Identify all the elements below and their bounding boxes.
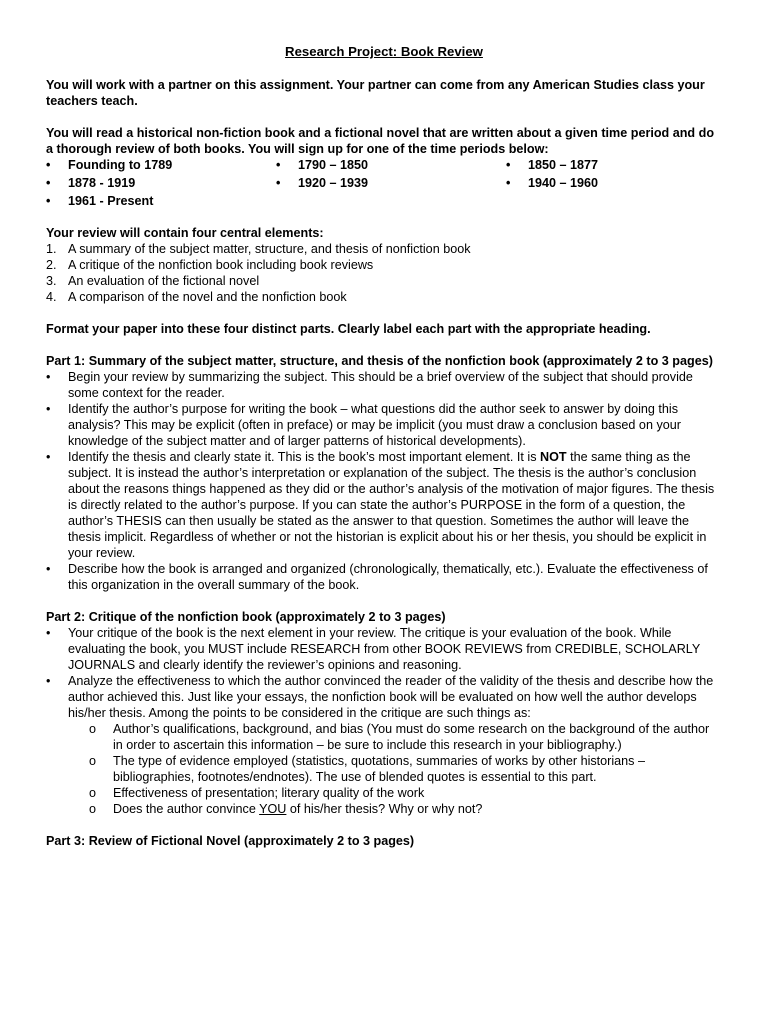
list-text: Identify the author’s purpose for writing the book – what questions did the author seek to answer by doing this analysis? This may be explicit (often in preface) or may be implicit (you must draw a conclusion based on your knowledge of the subject matter and of larger patterns of historical developments). xyxy=(68,402,681,448)
list-item xyxy=(46,401,722,449)
circle-bullet-icon: o xyxy=(89,786,97,800)
period-item xyxy=(506,157,722,173)
text-run: Identify the thesis and clearly state it. This is the book’s most important element. It is xyxy=(68,450,541,464)
list-text: Your critique of the book is the next element in your review. The critique is your evaluation of the book. While evaluating the book, you MUST include RESEARCH from other BOOK REVIEWS from CREDIBLE, SCHOLARLY JOURNALS and clearly identify the reviewer’s opinions and reasoning. xyxy=(68,626,701,672)
list-item xyxy=(46,273,722,289)
list-item xyxy=(46,369,722,401)
reading-paragraph: You will read a historical non-fiction book and a fictional novel that are written about a given time period and do a thorough review of both books. You will sign up for one of the time periods below: xyxy=(46,126,715,156)
list-item xyxy=(46,561,722,593)
period-item xyxy=(46,175,276,191)
list-number: 4. xyxy=(46,290,57,304)
list-item xyxy=(46,673,722,721)
text-run: Does the author convince xyxy=(113,802,260,816)
page-title: Research Project: Book Review xyxy=(285,44,483,59)
period-label: 1940 – 1960 xyxy=(528,176,599,190)
sublist-item xyxy=(89,721,722,753)
list-text: Describe how the book is arranged and organized (chronologically, thematically, etc.). Evaluate the effectiveness of this organization in the overall summary of the book. xyxy=(68,562,708,592)
sublist-item xyxy=(89,753,722,785)
period-label: 1790 – 1850 xyxy=(298,158,369,172)
period-label: 1961 - Present xyxy=(68,194,154,208)
period-item xyxy=(46,157,276,173)
circle-bullet-icon: o xyxy=(89,754,97,768)
list-text: A comparison of the novel and the nonfiction book xyxy=(68,290,347,304)
bullet-icon: • xyxy=(46,450,51,464)
list-item xyxy=(46,257,722,273)
bullet-icon: • xyxy=(46,674,51,688)
list-number: 3. xyxy=(46,274,57,288)
list-item xyxy=(46,625,722,673)
list-number: 2. xyxy=(46,258,57,272)
part1-list xyxy=(46,369,722,593)
part1-heading: Part 1: Summary of the subject matter, structure, and thesis of the nonfiction book (approximately 2 to 3 pages) xyxy=(46,354,713,368)
list-item xyxy=(46,449,722,561)
period-label: 1920 – 1939 xyxy=(298,176,369,190)
list-text: A critique of the nonfiction book including book reviews xyxy=(68,258,374,272)
list-text: An evaluation of the fictional novel xyxy=(68,274,260,288)
sublist-item xyxy=(89,801,722,817)
elements-list xyxy=(46,241,722,305)
period-label: Founding to 1789 xyxy=(68,158,173,172)
bullet-icon: • xyxy=(46,370,51,384)
time-periods-list xyxy=(46,157,722,209)
period-item xyxy=(506,175,722,191)
text-run: of his/her thesis? Why or why not? xyxy=(286,802,483,816)
list-item xyxy=(46,241,722,257)
bullet-icon: • xyxy=(506,176,511,190)
bullet-icon: • xyxy=(46,158,51,172)
elements-heading: Your review will contain four central elements: xyxy=(46,226,324,240)
period-label: 1850 – 1877 xyxy=(528,158,599,172)
circle-bullet-icon: o xyxy=(89,802,97,816)
period-label: 1878 - 1919 xyxy=(68,176,136,190)
list-item xyxy=(46,289,722,305)
bullet-icon: • xyxy=(46,402,51,416)
format-note: Format your paper into these four distinct parts. Clearly label each part with the appropriate heading. xyxy=(46,322,651,336)
bullet-icon: • xyxy=(276,176,281,190)
bullet-icon: • xyxy=(46,626,51,640)
list-text: A summary of the subject matter, structure, and thesis of nonfiction book xyxy=(68,242,471,256)
bullet-icon: • xyxy=(276,158,281,172)
bullet-icon: • xyxy=(46,194,51,208)
period-item xyxy=(276,175,506,191)
list-text: Author’s qualifications, background, and bias (You must do some research on the background of the author in order to ascertain this information – be sure to include this research in your bibliography.) xyxy=(113,722,710,752)
part2-heading: Part 2: Critique of the nonfiction book (approximately 2 to 3 pages) xyxy=(46,610,446,624)
list-text xyxy=(113,801,482,817)
document-page xyxy=(46,44,722,849)
intro-paragraph: You will work with a partner on this assignment. Your partner can come from any American Studies class your teachers teach. xyxy=(46,78,705,108)
part3-heading: Part 3: Review of Fictional Novel (approximately 2 to 3 pages) xyxy=(46,834,415,848)
list-text: Effectiveness of presentation; literary quality of the work xyxy=(113,786,425,800)
emphasis-you: YOU xyxy=(259,802,287,816)
list-text: Analyze the effectiveness to which the author convinced the reader of the validity of the thesis and describe how the author achieved this. Just like your essays, the nonfiction book will be evaluated on how well the author develops his/her thesis. Among the points to be considered in the critique are such things as: xyxy=(68,674,714,720)
period-item xyxy=(46,193,276,209)
list-text: The type of evidence employed (statistics, quotations, summaries of works by other historians – bibliographies, footnotes/endnotes). The use of blended quotes is essential to this part. xyxy=(113,754,645,784)
period-item xyxy=(276,157,506,173)
circle-bullet-icon: o xyxy=(89,722,97,736)
list-text xyxy=(68,449,722,561)
bullet-icon: • xyxy=(46,176,51,190)
list-text: Begin your review by summarizing the subject. This should be a brief overview of the subject that should provide some context for the reader. xyxy=(68,370,693,400)
sublist-item xyxy=(89,785,722,801)
emphasis-not: NOT xyxy=(540,450,567,464)
text-run: the same thing as the subject. It is instead the author’s interpretation or explanation of the subject. The thesis is the author’s conclusion about the reasons things happened as they did or the author’s analysis of the motivation of major figures. The thesis is directly related to the author’s purpose. If you can state the author’s PURPOSE in the form of a question, the author’s THESIS can then usually be stated as the answer to that question. Sometimes the author will leave the thesis implicit. Regardless of whether or not the historian is explicit about his or her thesis, you should be explicit in your review. xyxy=(68,450,715,560)
part2-list xyxy=(46,625,722,721)
bullet-icon: • xyxy=(506,158,511,172)
part2-sublist xyxy=(46,721,722,817)
list-number: 1. xyxy=(46,242,57,256)
bullet-icon: • xyxy=(46,562,51,576)
